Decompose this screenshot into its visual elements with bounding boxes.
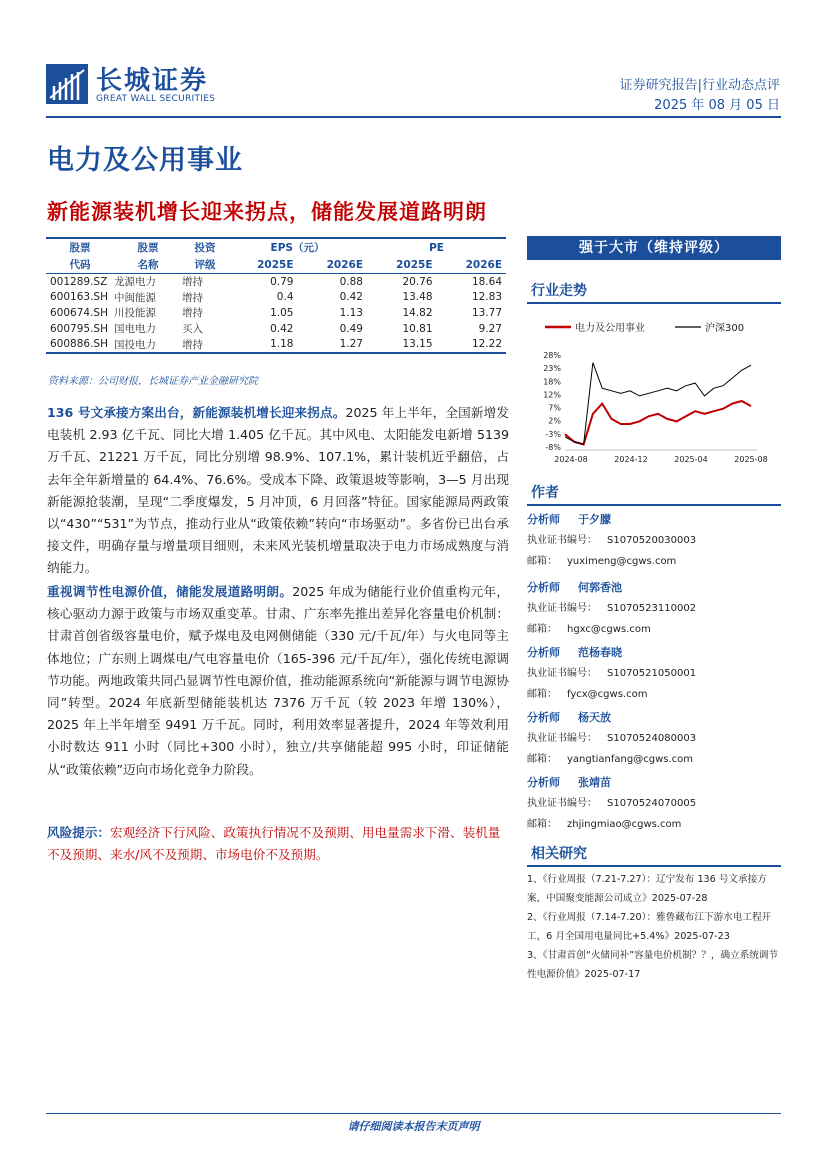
analyst-card xyxy=(527,708,781,770)
analyst-cert: S1070524080003 xyxy=(607,733,697,744)
x-tick-label: 2025-04 xyxy=(674,455,708,464)
y-tick-label: 28% xyxy=(543,351,561,360)
analyst-cert-row xyxy=(527,728,781,749)
authors-heading xyxy=(527,482,781,506)
analyst-role: 分析师 xyxy=(527,513,560,526)
analyst-cert-row xyxy=(527,530,781,551)
table-cell: 买入 xyxy=(182,323,203,336)
table-cell: 增持 xyxy=(182,291,203,304)
related-heading-text: 相关研究 xyxy=(531,846,587,862)
analyst-name-row xyxy=(527,773,781,793)
col-header: 投资 xyxy=(182,238,228,256)
table-cell: 20.76 xyxy=(402,275,433,288)
paragraph-1-lead: 136 号文承接方案出台，新能源装机增长迎来拐点。 xyxy=(47,405,346,420)
col-header: 代码 xyxy=(46,256,114,274)
series-line-hs300 xyxy=(565,363,751,445)
analyst-card xyxy=(527,578,781,640)
table-cell: 10.81 xyxy=(402,322,433,335)
analyst-role: 分析师 xyxy=(527,581,560,594)
analyst-cert: S1070523110002 xyxy=(607,603,697,614)
table-row xyxy=(46,290,506,306)
related-heading xyxy=(527,843,781,867)
authors-heading-text: 作者 xyxy=(531,485,559,501)
analyst-name: 何郭香池 xyxy=(578,581,622,594)
analyst-cert-row xyxy=(527,598,781,619)
analyst-name-row xyxy=(527,510,781,530)
mail-label: 邮箱： xyxy=(527,819,557,830)
paragraph-1-body: 2025 年上半年，全国新增发电装机 2.93 亿千瓦、同比大增 1.405 亿千瓦。其中风电、太阳能发电新增 5139 万千瓦、21221 万千瓦，同比分别增 98.9%、107.1%，累计装机近乎翻倍，占去年全年新增量的 64.4%、76.6%。受成本下降、政策退坡等影响，3—5 月出现新能源抢装潮，呈现“二季度爆发，5 月冲顶，6 月回落”特征。国家能源局两政策以“430”“531”为节点，推动行业从“政策依赖”转向“市场驱动”。多省份已出台承接文件，明确存量与增量项目细则，未来风光装机增量取决于电力市场成熟度与消纳能力。 xyxy=(47,405,509,576)
col-header: 名称 xyxy=(114,256,182,274)
cert-label: 执业证书编号： xyxy=(527,798,597,809)
table-cell: 增持 xyxy=(182,307,203,320)
table-cell: 增持 xyxy=(182,336,228,353)
col-header: 2025E xyxy=(228,256,298,274)
table-cell: 0.42 xyxy=(270,322,294,335)
table-cell: 1.13 xyxy=(339,306,363,319)
analyst-card xyxy=(527,643,781,705)
related-item[interactable]: 1、《行业周报（7.21-7.27）：辽宁发布 136 号文承接方案，中国聚变能源公司成立》2025-07-28 xyxy=(527,874,767,904)
table-cell: 600674.SH xyxy=(50,306,108,319)
risk-text: 宏观经济下行风险、政策执行情况不及预期、用电量需求下滑、装机量不及预期、来水/风不及预期、市场电价不及预期。 xyxy=(47,825,501,862)
table-row xyxy=(46,305,506,321)
col-header: PE xyxy=(367,238,506,256)
analyst-email[interactable]: zhjingmiao@cgws.com xyxy=(567,819,682,830)
mail-label: 邮箱： xyxy=(527,689,557,700)
table-cell: 14.82 xyxy=(402,306,433,319)
x-tick-label: 2024-08 xyxy=(554,455,588,464)
table-cell: 0.79 xyxy=(270,275,294,288)
report-type: 证券研究报告|行业动态点评 xyxy=(619,78,780,93)
series-line-industry xyxy=(565,401,751,444)
table-cell: 12.22 xyxy=(437,336,507,353)
table-cell: 1.05 xyxy=(270,306,294,319)
col-header: 评级 xyxy=(182,256,228,274)
report-date: 2025 年 08 月 05 日 xyxy=(654,98,780,113)
table-cell: 13.77 xyxy=(471,306,502,319)
analyst-cert-row xyxy=(527,793,781,814)
table-cell: 龙源电力 xyxy=(114,276,156,289)
table-header-row xyxy=(46,238,506,256)
related-item[interactable]: 2、《行业周报（7.14-7.20）：雅鲁藏布江下游水电工程开工，6 月全国用电量同比+5.4%》2025-07-23 xyxy=(527,912,772,942)
table-cell: 13.48 xyxy=(402,291,433,304)
col-header: 2025E xyxy=(367,256,437,274)
stock-table xyxy=(46,237,506,354)
analyst-name: 张靖苗 xyxy=(578,776,611,789)
table-cell: 增持 xyxy=(182,276,203,289)
table-cell: 国电电力 xyxy=(114,323,156,336)
table-cell: 600795.SH xyxy=(50,322,108,335)
analyst-email[interactable]: yangtianfang@cgws.com xyxy=(567,754,694,765)
analyst-email-row xyxy=(527,619,781,640)
analyst-role: 分析师 xyxy=(527,776,560,789)
analyst-email-row xyxy=(527,684,781,705)
trend-heading-text: 行业走势 xyxy=(531,283,587,299)
table-header-row xyxy=(46,256,506,274)
rating-badge: 强于大市（维持评级） xyxy=(527,236,781,260)
analyst-name: 于夕朦 xyxy=(578,513,611,526)
table-cell: 600163.SH xyxy=(50,291,108,304)
report-subtitle: 新能源装机增长迎来拐点，储能发展道路明朗 xyxy=(47,200,487,224)
col-header: EPS（元） xyxy=(228,238,367,256)
paragraph-2 xyxy=(47,581,509,781)
related-research-list xyxy=(527,870,781,984)
table-cell: 0.42 xyxy=(339,291,363,304)
footer-disclaimer: 请仔细阅读本报告末页声明 xyxy=(347,1120,480,1133)
related-item[interactable]: 3、《甘肃首创“火储同补”容量电价机制？？，确立系统调节性电源价值》2025-07-17 xyxy=(527,950,779,980)
table-cell: 9.27 xyxy=(478,322,502,335)
table-cell: 川投能源 xyxy=(114,307,156,320)
table-cell: 0.49 xyxy=(339,322,363,335)
col-header: 2026E xyxy=(298,256,368,274)
y-tick-label: -8% xyxy=(545,443,561,452)
logo-name-en: GREAT WALL SECURITIES xyxy=(96,94,216,104)
table-cell: 13.15 xyxy=(367,336,437,353)
table-row xyxy=(46,274,506,290)
analyst-email[interactable]: yuximeng@cgws.com xyxy=(567,556,677,567)
table-source: 资料来源：公司财报，长城证券产业金融研究院 xyxy=(48,376,258,387)
cert-label: 执业证书编号： xyxy=(527,603,597,614)
table-cell: 1.27 xyxy=(298,336,368,353)
y-tick-label: 12% xyxy=(543,390,561,400)
analyst-card xyxy=(527,510,781,572)
logo-name-cn: 长城证券 xyxy=(96,66,209,96)
analyst-cert: S1070524070005 xyxy=(607,798,697,809)
industry-trend-chart xyxy=(527,312,781,472)
x-tick-label: 2025-08 xyxy=(734,455,768,464)
paragraph-2-body: 2025 年成为储能行业价值重构元年，核心驱动力源于政策与市场双重变革。甘肃、广东率先推出差异化容量电价机制：甘肃首创省级容量电价，赋予煤电及电网侧储能（330 元/千瓦/年）与火电同等主体地位；广东则上调煤电/气电容量电价（165-396 元/千瓦/年），强化传统电源调节功能。两地政策共同凸显调节性电源价值，推动能源系统向“新能源与调节电源协同”转型。2024 年底新型储能装机达 7376 万千瓦（较 2023 年增 130%），2025 年上半年增至 9491 万千瓦。同时，利用效率显著提升，2024 年等效利用小时数达 911 小时（同比+300 小时），独立/共享储能超 995 小时，印证储能从“政策依赖”迈向市场化竞争力阶段。 xyxy=(47,584,510,777)
table-cell: 18.64 xyxy=(471,275,502,288)
industry-title: 电力及公用事业 xyxy=(47,145,243,176)
analyst-role: 分析师 xyxy=(527,711,560,724)
y-tick-label: 23% xyxy=(543,364,561,374)
cert-label: 执业证书编号： xyxy=(527,535,597,546)
col-header: 股票 xyxy=(114,238,182,256)
table-cell: 600886.SH xyxy=(46,336,114,353)
paragraph-1 xyxy=(47,402,509,580)
header-divider xyxy=(46,116,781,118)
cert-label: 执业证书编号： xyxy=(527,733,597,744)
company-logo-icon xyxy=(46,64,88,104)
analyst-cert-row xyxy=(527,663,781,684)
analyst-email[interactable]: hgxc@cgws.com xyxy=(567,624,651,635)
analyst-card xyxy=(527,773,781,835)
analyst-email-row xyxy=(527,749,781,770)
table-cell: 0.4 xyxy=(276,291,294,304)
analyst-name: 范杨春晓 xyxy=(578,646,622,659)
mail-label: 邮箱： xyxy=(527,754,557,765)
analyst-cert: S1070521050001 xyxy=(607,668,697,679)
y-tick-label: 2% xyxy=(548,416,561,426)
y-tick-label: 18% xyxy=(543,377,561,387)
analyst-name: 杨天放 xyxy=(578,711,611,724)
table-row xyxy=(46,321,506,337)
table-cell: 国投电力 xyxy=(114,336,182,353)
y-tick-label: 7% xyxy=(548,403,561,413)
analyst-name-row xyxy=(527,578,781,598)
table-cell: 001289.SZ xyxy=(50,275,108,288)
x-tick-label: 2024-12 xyxy=(614,455,648,464)
analyst-name-row xyxy=(527,708,781,728)
cert-label: 执业证书编号： xyxy=(527,668,597,679)
analyst-email[interactable]: fycx@cgws.com xyxy=(567,689,648,700)
footer-divider xyxy=(46,1113,781,1114)
analyst-email-row xyxy=(527,814,781,835)
analyst-email-row xyxy=(527,551,781,572)
trend-heading xyxy=(527,280,781,304)
paragraph-2-lead: 重视调节性电源价值，储能发展道路明朗。 xyxy=(47,584,293,599)
y-tick-label: -3% xyxy=(545,429,561,439)
table-cell: 1.18 xyxy=(228,336,298,353)
table-cell: 0.88 xyxy=(339,275,363,288)
table-row xyxy=(46,336,506,353)
risk-warning xyxy=(47,822,509,866)
mail-label: 邮箱： xyxy=(527,624,557,635)
mail-label: 邮箱： xyxy=(527,556,557,567)
risk-label: 风险提示： xyxy=(47,825,110,840)
legend-label: 电力及公用事业 xyxy=(575,323,645,334)
analyst-name-row xyxy=(527,643,781,663)
analyst-role: 分析师 xyxy=(527,646,560,659)
legend-label: 沪深300 xyxy=(705,323,745,334)
table-cell: 12.83 xyxy=(471,291,502,304)
col-header: 2026E xyxy=(437,256,507,274)
analyst-cert: S1070520030003 xyxy=(607,535,697,546)
table-cell: 中闽能源 xyxy=(114,291,156,304)
col-header: 股票 xyxy=(46,238,114,256)
